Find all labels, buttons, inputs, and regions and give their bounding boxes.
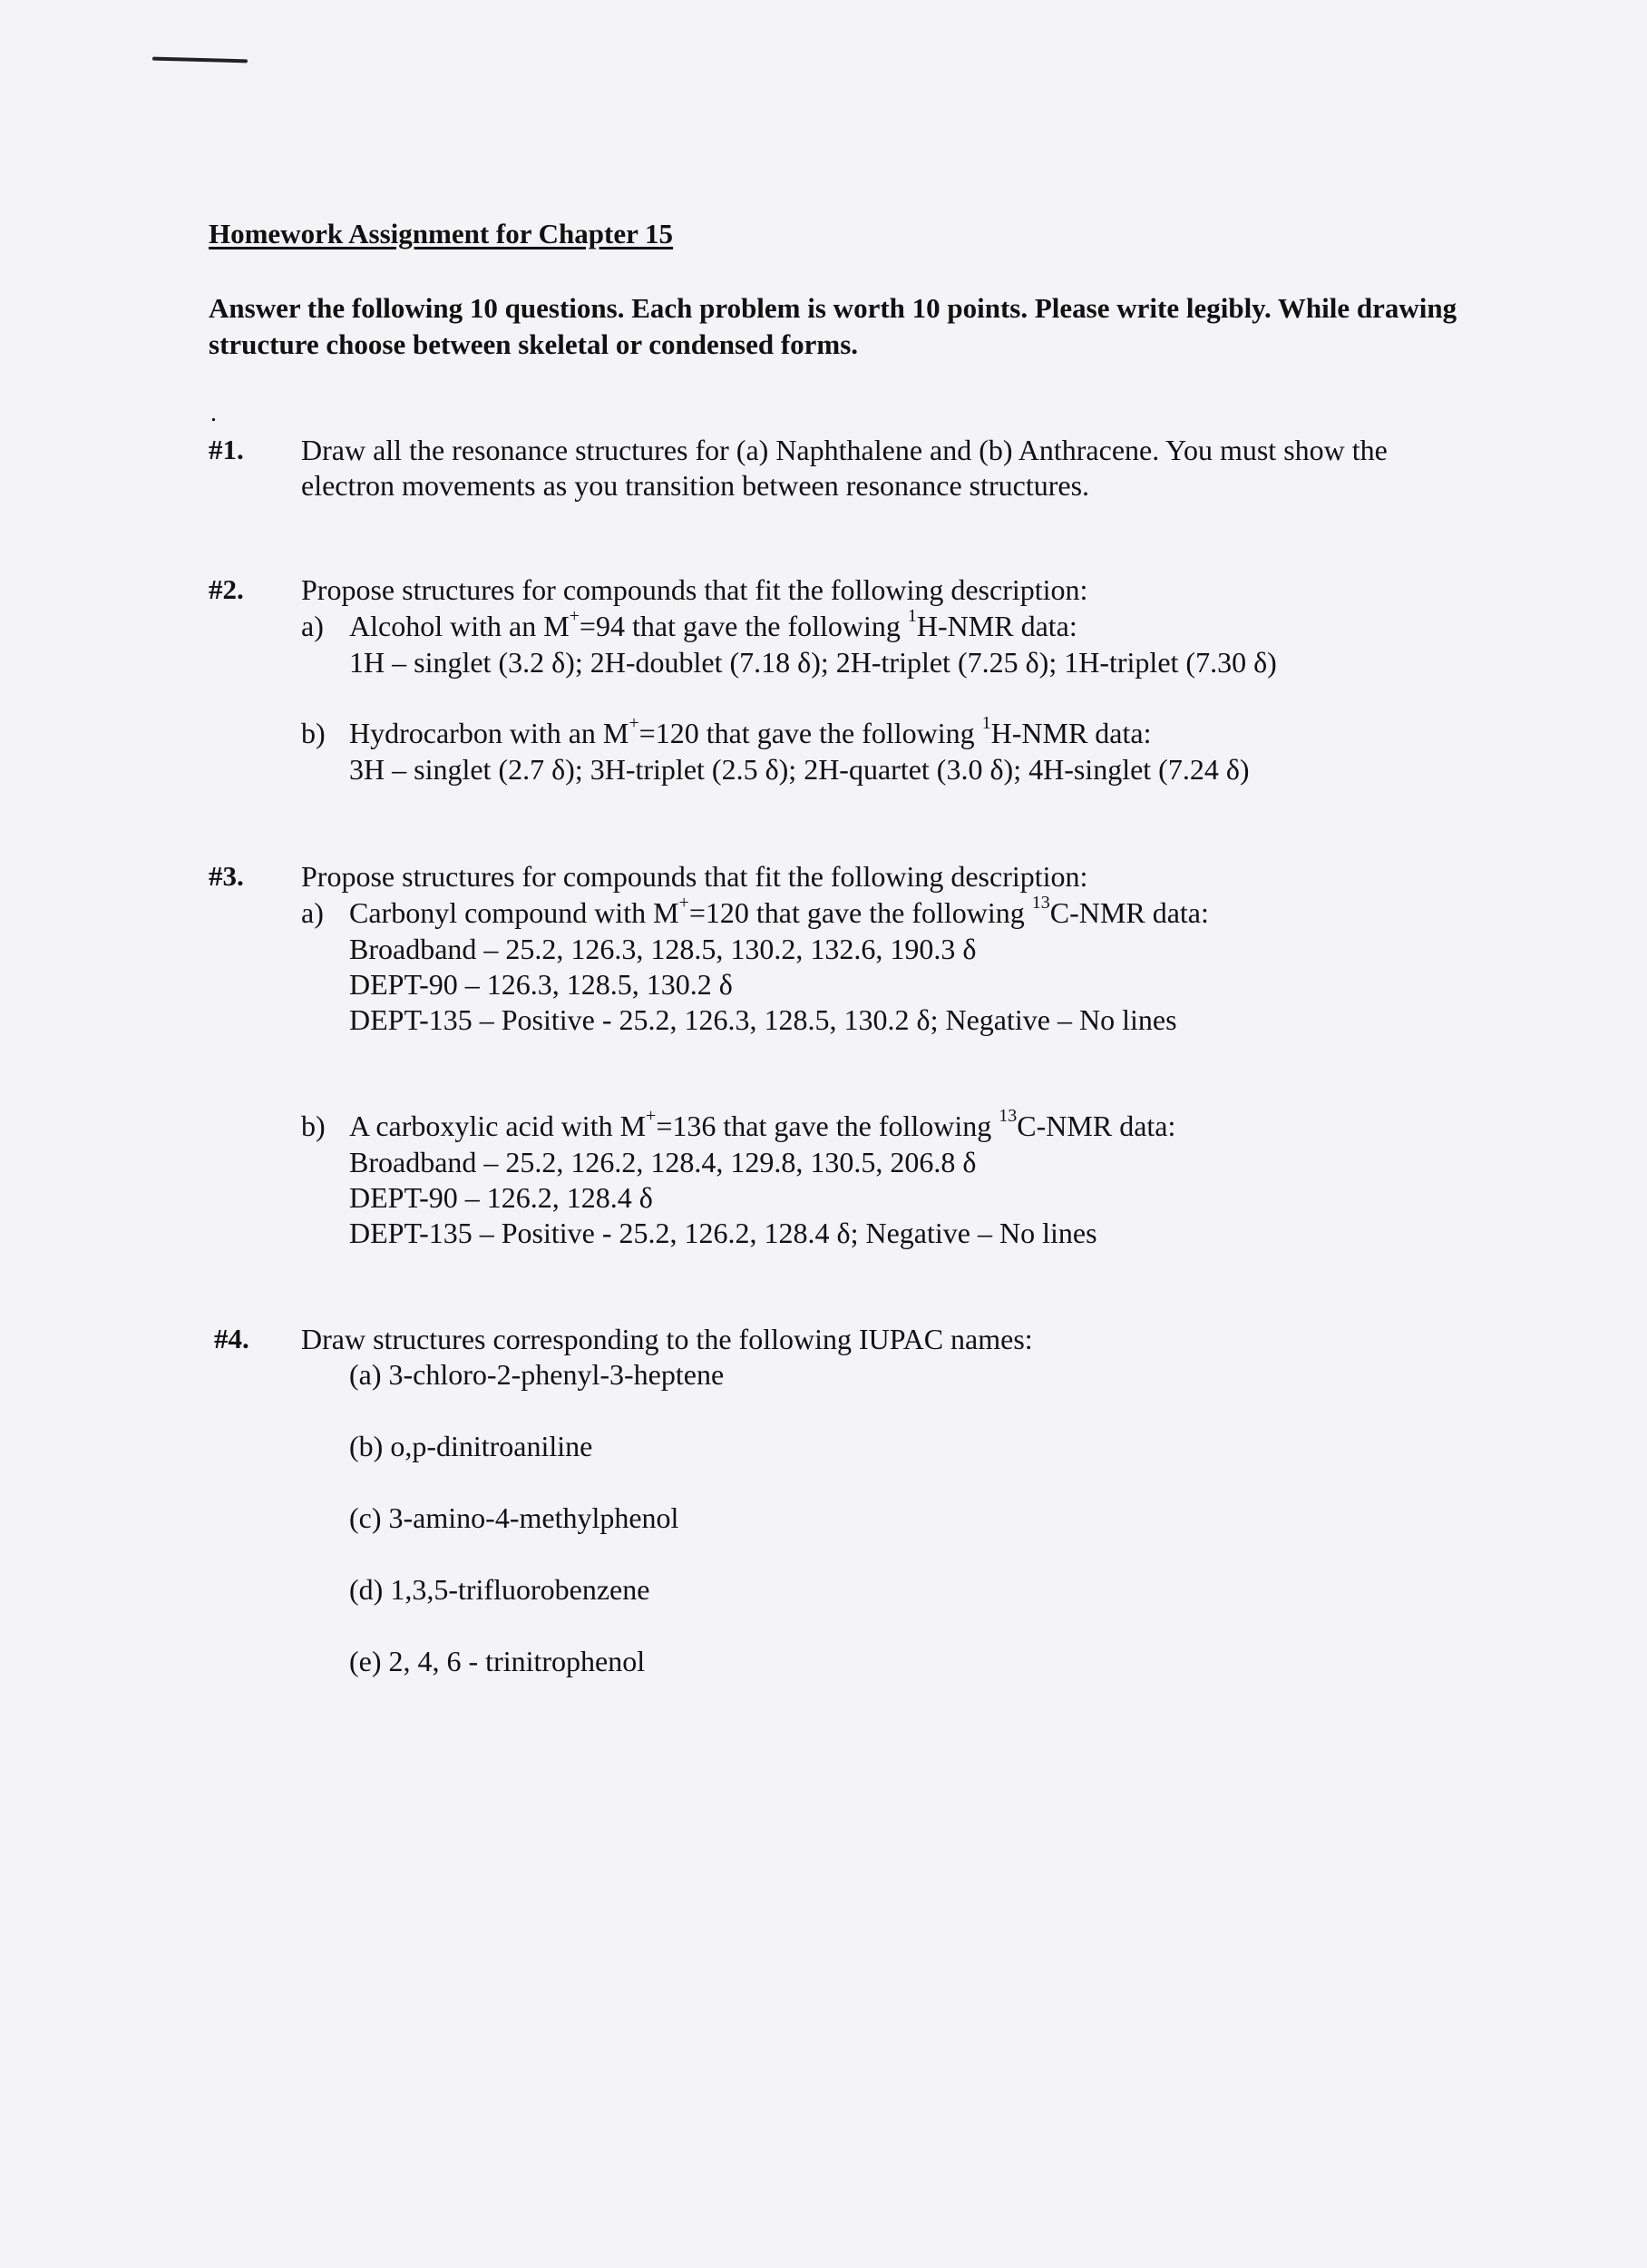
q2-a-label: a) — [301, 610, 324, 642]
q1-line1: Draw all the resonance structures for (a) Naphthalene and (b) Anthracene. You must show the — [301, 434, 1388, 466]
q3-b-dept90: DEPT-90 – 126.2, 128.4 δ — [349, 1181, 653, 1214]
q3-b-dept135: DEPT-135 – Positive - 25.2, 126.2, 128.4 δ; Negative – No lines — [349, 1217, 1097, 1249]
q2-b-data: 3H – singlet (2.7 δ); 3H-triplet (2.5 δ); 2H-quartet (3.0 δ); 4H-singlet (7.24 δ) — [349, 753, 1250, 786]
q2-a-data: 1H – singlet (3.2 δ); 2H-doublet (7.18 δ); 2H-triplet (7.25 δ); 1H-triplet (7.30 δ) — [349, 646, 1277, 679]
q4-item: (d) 1,3,5-trifluorobenzene — [349, 1573, 650, 1606]
q2-b-label: b) — [301, 717, 326, 749]
q4-intro: Draw structures corresponding to the following IUPAC names: — [301, 1323, 1033, 1355]
q3-a-dept135: DEPT-135 – Positive - 25.2, 126.3, 128.5, 130.2 δ; Negative – No lines — [349, 1003, 1177, 1036]
q3-intro: Propose structures for compounds that fit the following description: — [301, 860, 1088, 893]
q4-item: (a) 3-chloro-2-phenyl-3-heptene — [349, 1358, 725, 1391]
scan-mark — [152, 57, 248, 64]
q3-b-label: b) — [301, 1110, 326, 1142]
stray-dot: . — [210, 399, 217, 427]
page-title: Homework Assignment for Chapter 15 — [209, 218, 674, 249]
instructions: Answer the following 10 questions. Each problem is worth 10 points. Please write legibly. While drawing structure choose between skeletal or condensed forms. — [209, 292, 1457, 360]
q2-a-description: Alcohol with an M+=94 that gave the following $^1$H-NMR data: — [349, 606, 1077, 642]
q3-number: #3. — [209, 860, 244, 892]
q3-b-broadband: Broadband – 25.2, 126.2, 128.4, 129.8, 130.5, 206.8 δ — [349, 1146, 977, 1178]
q3-a-broadband: Broadband – 25.2, 126.3, 128.5, 130.2, 132.6, 190.3 δ — [349, 933, 977, 965]
q1-line2: electron movements as you transition between resonance structures. — [301, 469, 1090, 502]
q3-a-dept90: DEPT-90 – 126.3, 128.5, 130.2 δ — [349, 968, 733, 1001]
q4-item: (c) 3-amino-4-methylphenol — [349, 1501, 679, 1534]
q4-item: (e) 2, 4, 6 - trinitrophenol — [349, 1645, 646, 1677]
q1-number: #1. — [209, 434, 244, 465]
q2-b-description: Hydrocarbon with an M+=120 that gave the following $^1$H-NMR data: — [349, 713, 1152, 749]
q3-a-label: a) — [301, 896, 324, 929]
q4-number: #4. — [214, 1323, 249, 1354]
q3-a-description: Carbonyl compound with M+=120 that gave the following $^{13}$C-NMR data: — [349, 893, 1209, 929]
q2-intro: Propose structures for compounds that fit the following description: — [301, 573, 1088, 606]
q3-b-description: A carboxylic acid with M+=136 that gave the following $^{13}$C-NMR data: — [349, 1106, 1176, 1142]
q4-item: (b) o,p-dinitroaniline — [349, 1430, 593, 1462]
q2-number: #2. — [209, 573, 244, 605]
